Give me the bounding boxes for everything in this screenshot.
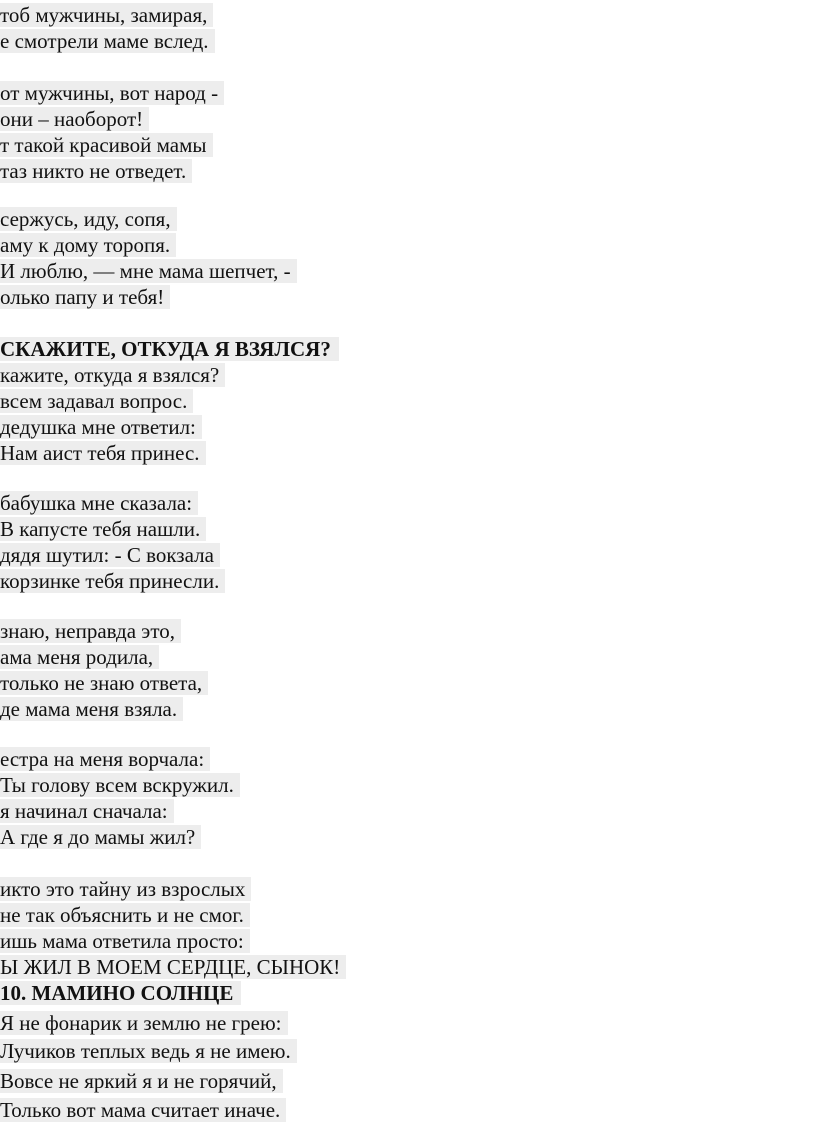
line-text: я начинал сначала: <box>0 799 174 823</box>
text-line <box>0 798 174 824</box>
line-text: икто это тайну из взрослых <box>0 877 251 901</box>
line-text: таз никто не отведет. <box>0 159 192 183</box>
text-line <box>0 440 206 466</box>
line-text: де мама меня взяла. <box>0 697 183 721</box>
text-line <box>0 258 297 284</box>
text-line <box>0 158 192 184</box>
line-text: Вовсе не яркий я и не горячий, <box>0 1069 283 1093</box>
line-text: только не знаю ответа, <box>0 671 208 695</box>
line-text: Ты голову всем вскружил. <box>0 773 240 797</box>
line-text: сержусь, иду, сопя, <box>0 207 177 231</box>
text-line <box>0 132 213 158</box>
line-text: от мужчины, вот народ - <box>0 81 224 105</box>
text-line <box>0 388 193 414</box>
text-line <box>0 954 346 980</box>
text-line <box>0 232 176 258</box>
text-line <box>0 876 251 902</box>
text-line <box>0 696 183 722</box>
line-text: они – наоборот! <box>0 107 149 131</box>
heading-text: СКАЖИТЕ, ОТКУДА Я ВЗЯЛСЯ? <box>0 337 339 361</box>
text-line <box>0 928 250 954</box>
text-line <box>0 618 181 644</box>
text-line <box>0 568 225 594</box>
text-line <box>0 772 240 798</box>
line-text: дядя шутил: - С вокзала <box>0 543 220 567</box>
text-line <box>0 28 215 54</box>
line-text: аму к дому торопя. <box>0 233 176 257</box>
line-text: Я не фонарик и землю не грею: <box>0 1011 288 1035</box>
line-text: всем задавал вопрос. <box>0 389 193 413</box>
text-line <box>0 644 159 670</box>
line-text: В капусте тебя нашли. <box>0 517 206 541</box>
text-line <box>0 206 177 232</box>
text-line <box>0 1068 283 1094</box>
line-text: ама меня родила, <box>0 645 159 669</box>
line-text: олько папу и тебя! <box>0 285 170 309</box>
text-line <box>0 2 213 28</box>
text-line <box>0 824 201 850</box>
line-text: естра на меня ворчала: <box>0 747 210 771</box>
line-text: Лучиков теплых ведь я не имею. <box>0 1039 297 1063</box>
text-line <box>0 80 224 106</box>
text-line <box>0 746 210 772</box>
section-heading <box>0 980 241 1006</box>
line-text: не так объяснить и не смог. <box>0 903 250 927</box>
heading-text: 10. МАМИНО СОЛНЦЕ <box>0 981 241 1005</box>
text-line <box>0 1038 297 1064</box>
line-text: тоб мужчины, замирая, <box>0 3 213 27</box>
text-line <box>0 106 149 132</box>
text-line <box>0 284 170 310</box>
text-line <box>0 414 202 440</box>
line-text: корзинке тебя принесли. <box>0 569 225 593</box>
section-heading <box>0 336 339 362</box>
text-line <box>0 902 250 928</box>
text-line <box>0 362 225 388</box>
line-text: Только вот мама считает иначе. <box>0 1098 286 1122</box>
text-line <box>0 490 198 516</box>
line-text: кажите, откуда я взялся? <box>0 363 225 387</box>
text-line <box>0 1097 286 1123</box>
line-text: Нам аист тебя принес. <box>0 441 206 465</box>
line-text: е смотрели маме вслед. <box>0 29 215 53</box>
line-text: И люблю, — мне мама шепчет, - <box>0 259 297 283</box>
line-text: знаю, неправда это, <box>0 619 181 643</box>
line-text: т такой красивой мамы <box>0 133 213 157</box>
text-line <box>0 670 208 696</box>
text-line <box>0 1010 288 1036</box>
text-line <box>0 542 220 568</box>
line-text: бабушка мне сказала: <box>0 491 198 515</box>
text-line <box>0 516 206 542</box>
line-text: А где я до мамы жил? <box>0 825 201 849</box>
line-text: Ы ЖИЛ В МОЕМ СЕРДЦЕ, СЫНОК! <box>0 955 346 979</box>
line-text: ишь мама ответила просто: <box>0 929 250 953</box>
line-text: дедушка мне ответил: <box>0 415 202 439</box>
